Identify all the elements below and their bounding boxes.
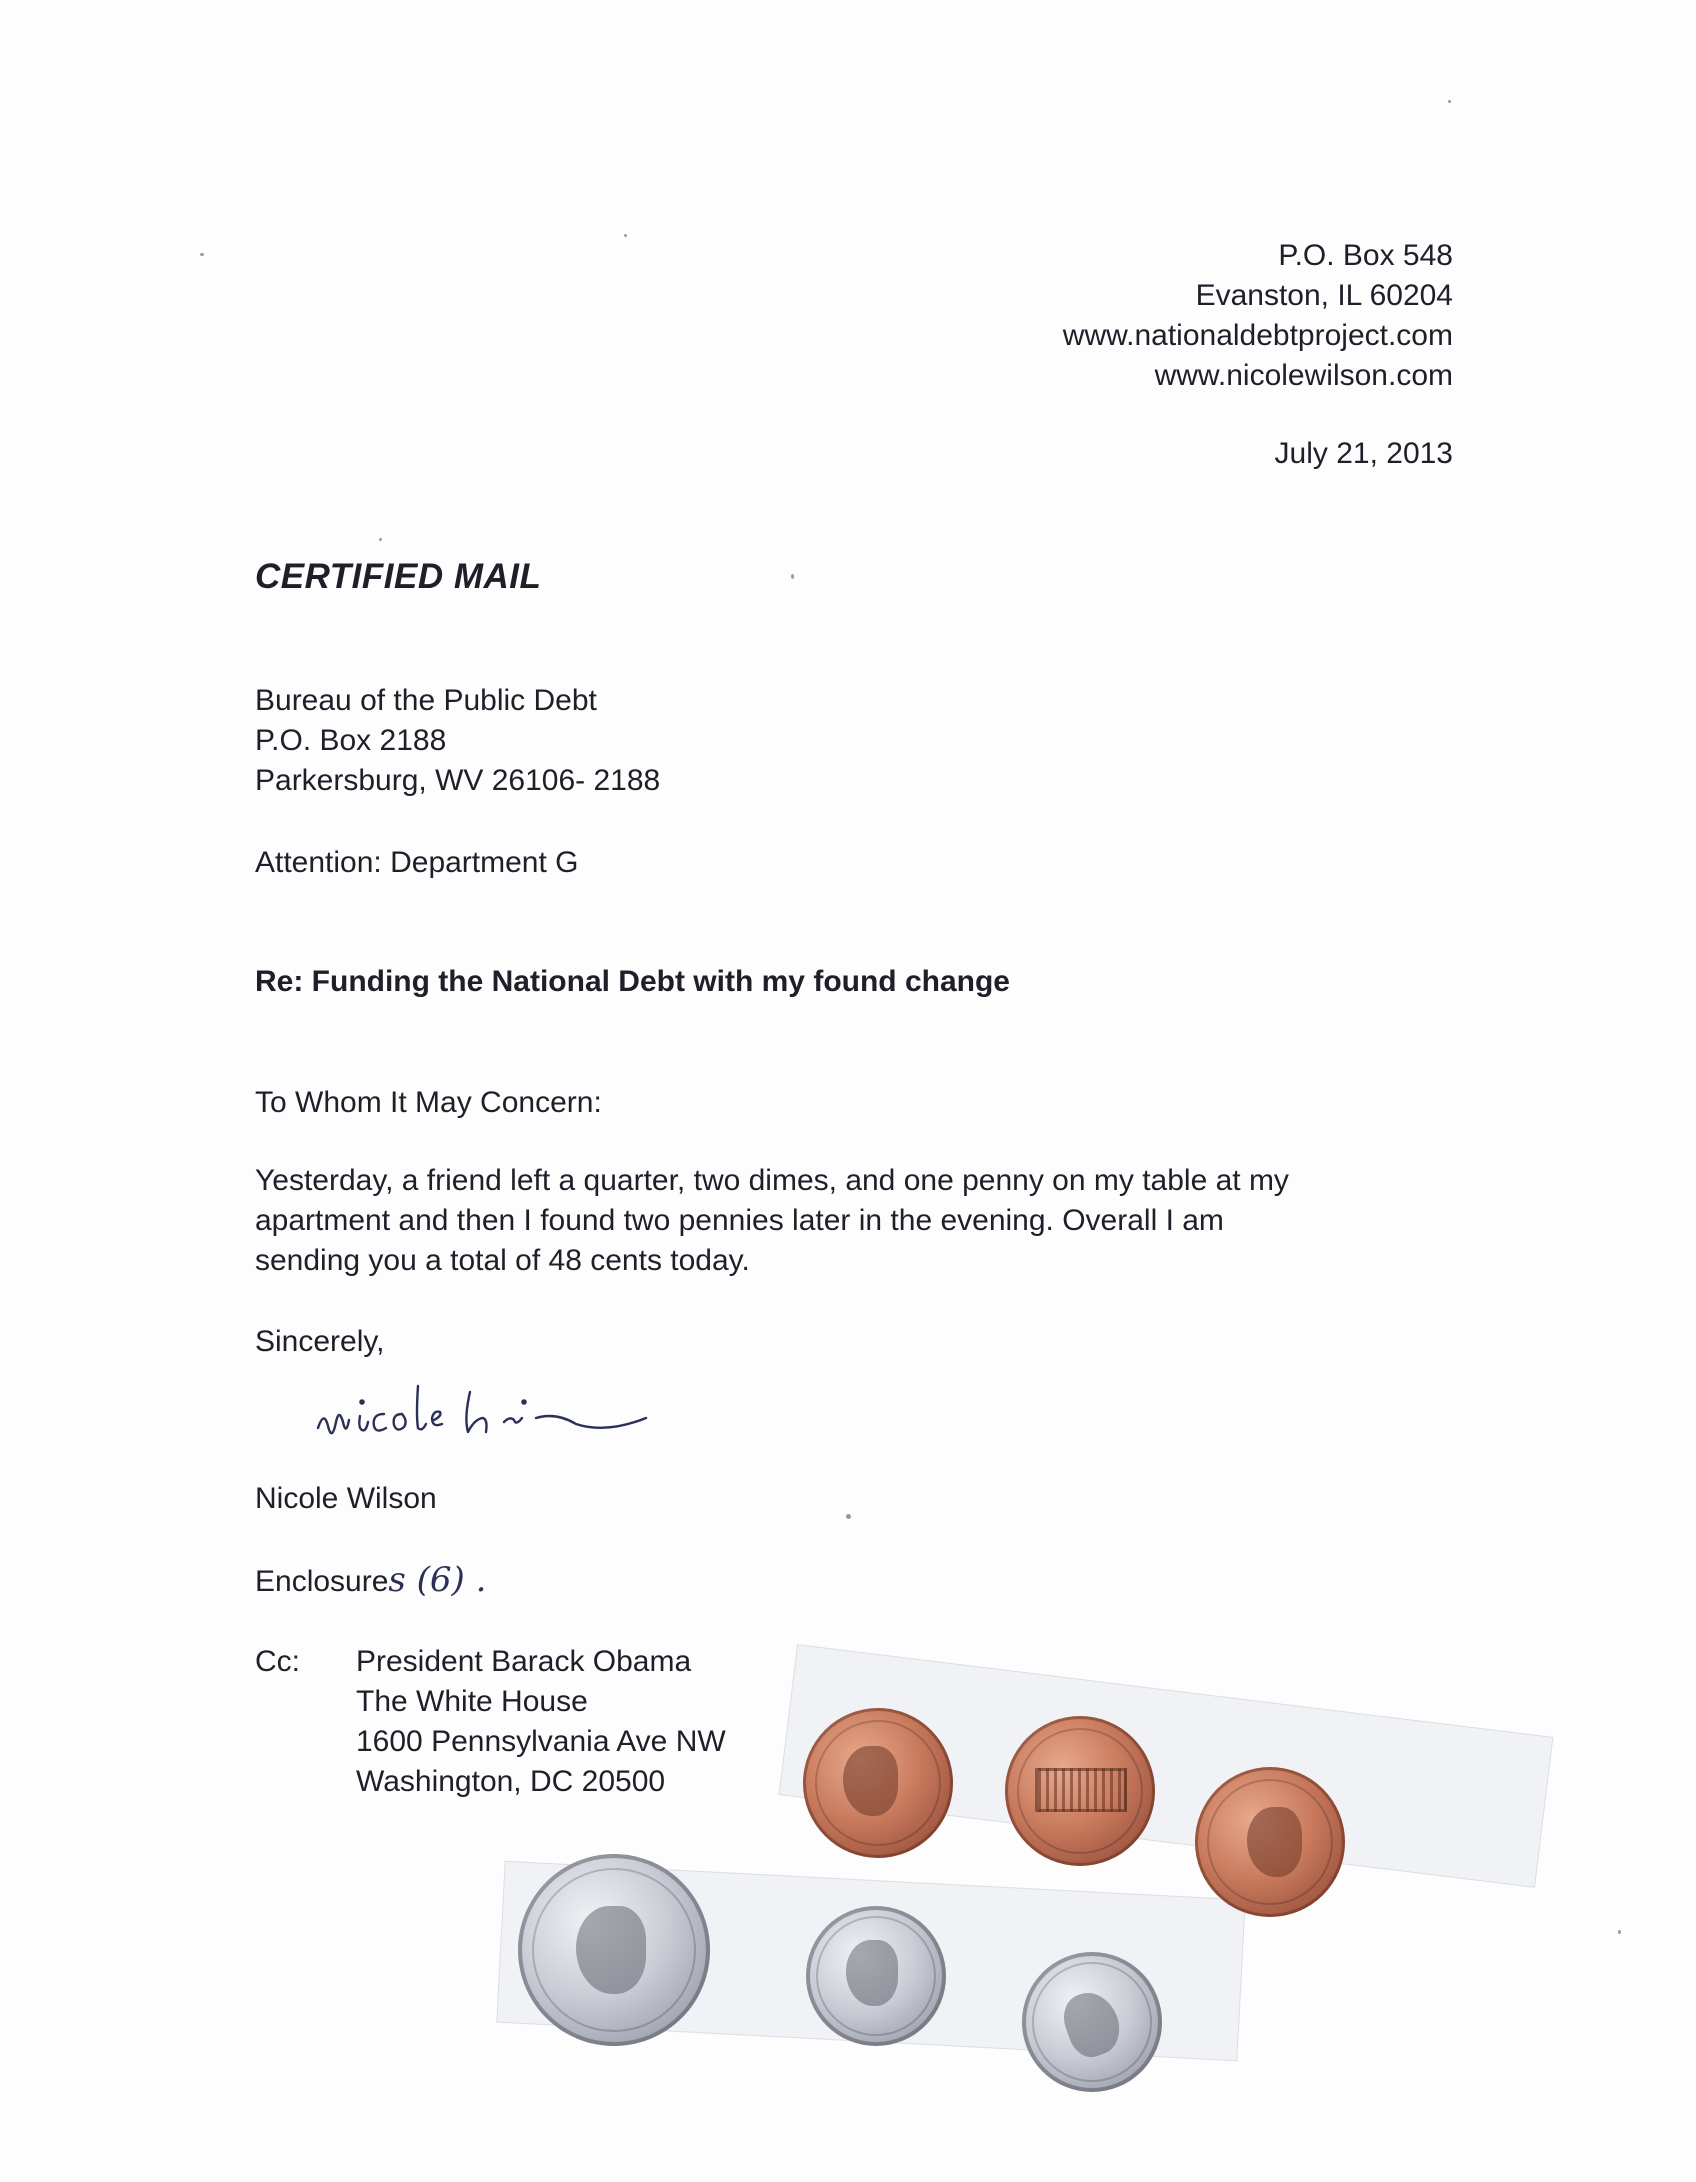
letter-body (255, 1161, 1289, 1281)
enclosures-line (255, 1560, 486, 1602)
signer-name-text: Nicole Wilson (255, 1482, 437, 1515)
sender-po-box: P.O. Box 548 (1278, 239, 1453, 272)
enclosures-printed: Enclosure (255, 1565, 389, 1598)
cc-building: The White House (356, 1685, 588, 1718)
scan-speck (791, 574, 794, 579)
scan-speck (1618, 1930, 1621, 1934)
signature (310, 1368, 660, 1458)
sender-address (753, 236, 1453, 396)
cc-label: Cc: (255, 1645, 300, 1678)
scan-speck (379, 538, 382, 541)
attention-text: Attention: Department G (255, 846, 579, 879)
body-line: Yesterday, a friend left a quarter, two dimes, and one penny on my table at my (255, 1164, 1289, 1197)
attention-line (255, 843, 579, 883)
scan-speck (846, 1514, 851, 1519)
enclosures-handwritten: s (6) . (388, 1560, 487, 1600)
sender-website-1: www.nationaldebtproject.com (1062, 319, 1453, 352)
body-line: apartment and then I found two pennies later in the evening. Overall I am (255, 1204, 1224, 1237)
scan-speck (1448, 100, 1451, 103)
letter-date: July 21, 2013 (1274, 437, 1453, 470)
cc-street: 1600 Pennsylvania Ave NW (356, 1725, 726, 1758)
dime-coin (806, 1906, 946, 2046)
recipient-address (255, 681, 660, 801)
subject-line: Re: Funding the National Debt with my found change (255, 965, 1010, 998)
quarter-coin (518, 1854, 710, 2046)
salutation-text: To Whom It May Concern: (255, 1086, 602, 1119)
recipient-city-state-zip: Parkersburg, WV 26106- 2188 (255, 764, 661, 797)
sender-city-state-zip: Evanston, IL 60204 (1195, 279, 1453, 312)
cc-city-state-zip: Washington, DC 20500 (356, 1765, 666, 1798)
body-line: sending you a total of 48 cents today. (255, 1244, 750, 1277)
scan-speck (200, 253, 204, 256)
scan-speck (624, 234, 627, 237)
penny-obverse-coin (1195, 1767, 1345, 1917)
closing-text: Sincerely, (255, 1325, 385, 1358)
recipient-name: Bureau of the Public Debt (255, 684, 597, 717)
recipient-po-box: P.O. Box 2188 (255, 724, 447, 757)
penny-obverse-coin (803, 1708, 953, 1858)
penny-reverse-coin (1005, 1716, 1155, 1866)
sender-website-2: www.nicolewilson.com (1154, 359, 1453, 392)
salutation (255, 1083, 602, 1123)
cc-name: President Barack Obama (356, 1645, 692, 1678)
signer-name (255, 1479, 437, 1519)
dime-coin (1022, 1952, 1162, 2092)
certified-mail-heading: CERTIFIED MAIL (255, 557, 542, 596)
closing (255, 1322, 385, 1362)
cc-address (356, 1642, 726, 1802)
